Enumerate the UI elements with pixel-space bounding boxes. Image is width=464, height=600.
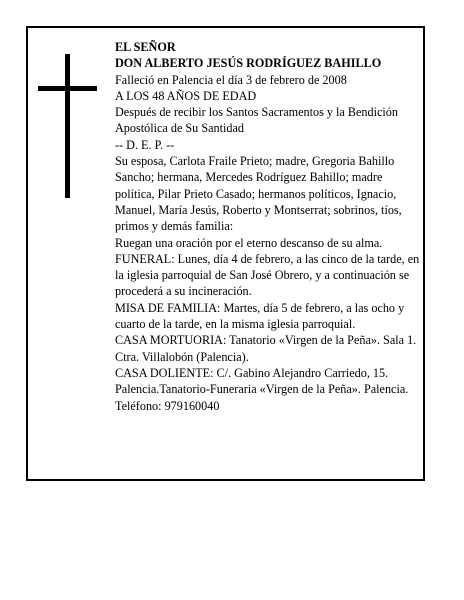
death-notice: Falleció en Palencia el día 3 de febrero de 2008 [115, 72, 347, 87]
cross-icon [65, 54, 70, 198]
cross-icon-bar [38, 86, 97, 91]
family-mass-info: MISA DE FAMILIA: Martes, día 5 de febrero, a las ocho y cuarto de la tarde, en la misma iglesia parroquial. [115, 300, 405, 332]
prayer-request: Ruegan una oración por el eterno descanso de su alma. [115, 235, 383, 250]
wake-house-info: CASA MORTUORIA: Tanatorio «Virgen de la Peña». Sala 1. Ctra. Villalobón (Palencia). [115, 333, 417, 364]
mourning-house-info: CASA DOLIENTE: C/. Gabino Alejandro Carriedo, 15. Palencia.Tanatorio-Funeraria «Virgen de la Peña». Palencia. Teléfono: 979160040 [115, 365, 409, 413]
funeral-info: FUNERAL: Lunes, día 4 de febrero, a las cinco de la tarde, en la iglesia parroquial de San José Obrero, y a continuación se procederá a su incineración. [115, 251, 420, 299]
deceased-name: DON ALBERTO JESÚS RODRÍGUEZ BAHILLO [115, 56, 382, 71]
age-line: A LOS 48 AÑOS DE EDAD [115, 88, 257, 103]
sacraments-line: Después de recibir los Santos Sacramentos y la Bendición Apostólica de Su Santidad [115, 105, 398, 136]
obituary-text [115, 39, 420, 414]
family-list: Su esposa, Carlota Fraile Prieto; madre, Gregoria Bahillo Sancho; hermana, Mercedes Rodríguez Bahillo; madre política, Pilar Prieto Casado; hermanos políticos, Ignacio, Manuel, María Jesús, Roberto y Montserrat; sobrinos, tíos, primos y demás familia: [115, 154, 402, 234]
rip-line: -- D. E. P. -- [115, 137, 175, 152]
obituary-heading: EL SEÑOR [115, 40, 176, 54]
